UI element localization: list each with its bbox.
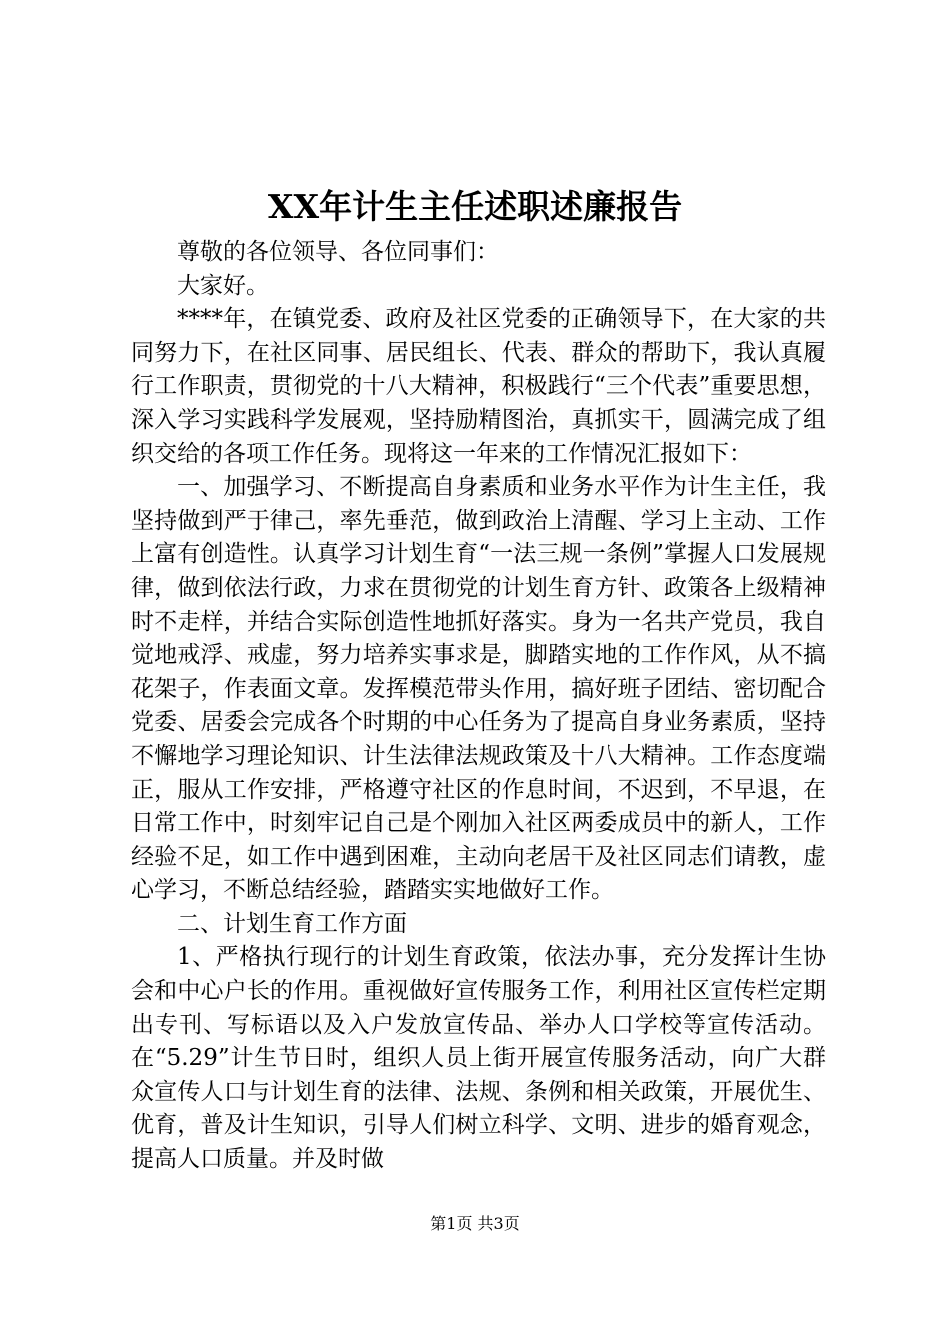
section-one-paragraph: 一、加强学习、不断提高自身素质和业务水平作为计生主任，我坚持做到严于律己，率先垂范，做到政治上清醒、学习上主动、工作上富有创造性。认真学习计划生育“一法三规一条例”掌握人口发展规律，做到依法行政，力求在贯彻党的计划生育方针、政策各上级精神时不走样，并结合实际创造性地抓好落实。身为一名共产党员，我自觉地戒浮、戒虚，努力培养实事求是，脚踏实地的工作作风，从不搞花架子，作表面文章。发挥模范带头作用，搞好班子团结、密切配合党委、居委会完成各个时期的中心任务为了提高自身业务素质，坚持不懈地学习理论知识、计生法律法规政策及十八大精神。工作态度端正，服从工作安排，严格遵守社区的作息时间，不迟到，不早退，在日常工作中，时刻牢记自己是个刚加入社区两委成员中的新人，工作经验不足，如工作中遇到困难，主动向老居干及社区同志们请教，虚心学习，不断总结经验，踏踏实实地做好工作。 — [131, 474, 826, 904]
greeting: 大家好。 — [177, 272, 269, 299]
salutation: 尊敬的各位领导、各位同事们： — [177, 239, 499, 265]
section-two-item-one: 1、严格执行现行的计划生育政策，依法办事，充分发挥计生协会和中心户长的作用。重视做好宣传服务工作，利用社区宣传栏定期出专刊、写标语以及入户发放宣传品、举办人口学校等宣传活动。在“5.29”计生节日时，组织人员上街开展宣传服务活动，向广大群众宣传人口与计划生育的法律、法规、条例和相关政策，开展优生、优育，普及计生知识，引导人们树立科学、文明、进步的婚育观念，提高人口质量。并及时做 — [131, 944, 826, 1173]
section-two-heading: 二、计划生育工作方面 — [177, 910, 407, 937]
document-body — [131, 236, 826, 1177]
document-title: XX年计生主任述职述廉报告 — [267, 187, 683, 226]
page-footer: 第1页 共3页 — [430, 1214, 520, 1233]
intro-paragraph: ****年，在镇党委、政府及社区党委的正确领导下，在大家的共同努力下，在社区同事、居民组长、代表、群众的帮助下，我认真履行工作职责，贯彻党的十八大精神，积极践行“三个代表”重要思想，深入学习实践科学发展观，坚持励精图治，真抓实干，圆满完成了组织交给的各项工作任务。现将这一年来的工作情况汇报如下： — [131, 306, 826, 467]
